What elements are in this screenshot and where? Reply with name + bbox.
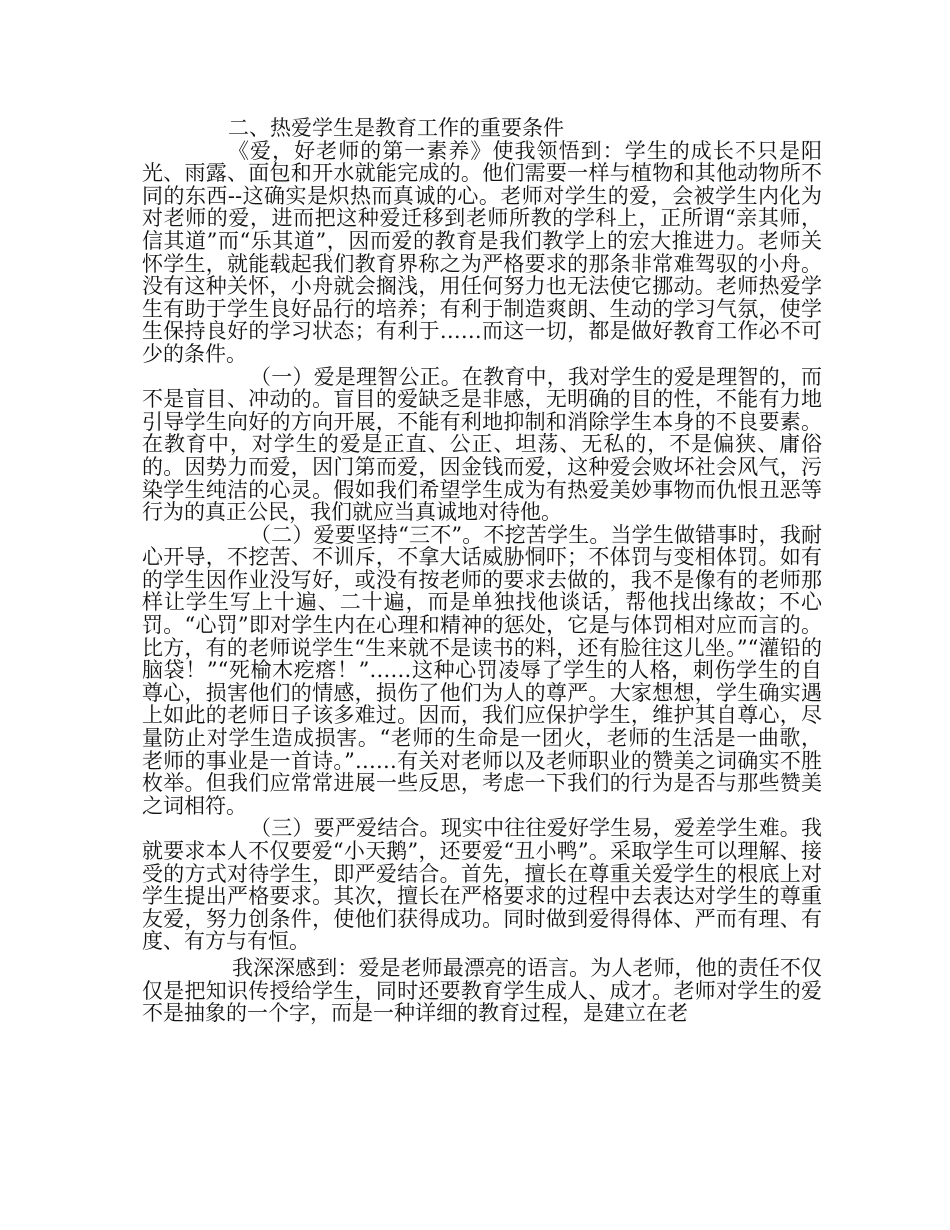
intro-paragraph: 《爱，好老师的第一素养》使我领悟到：学生的成长不只是阳光、雨露、面包和开水就能完成的。他们需要一样与植物和其他动物所不同的东西--这确实是炽热而真诚的心。老师对学生的爱，会被学生内化为对老师的爱，进而把这种爱迁移到老师所教的学科上，正所谓“亲其师，信其道”而“乐其道”，因而爱的教育是我们教学上的宏大推进力。老师关怀学生，就能载起我们教育界称之为严格要求的那条非常难驾驭的小舟。没有这种关怀，小舟就会搁浅，用任何努力也无法使它挪动。老师热爱学生有助于学生良好品行的培养；有利于制造爽朗、生动的学习气氛，使学生保持良好的学习状态；有利于……而这一切，都是做好教育工作必不可少的条件。 xyxy=(142,138,822,366)
paragraph-strict-love: （三）要严爱结合。现实中往往爱好学生易，爱差学生难。我就要求本人不仅要爱“小天鹅”，还要爱“丑小鸭”。采取学生可以理解、接受的方式对待学生，即严爱结合。首先，擅长在尊重关爱学生的根底上对学生提出严格要求。其次，擅长在严格要求的过程中去表达对学生的尊重友爱，努力创条件，使他们获得成功。同时做到爱得得体、严而有理、有度、有方与有恒。 xyxy=(142,816,822,954)
paragraph-three-nos: （二）爱要坚持“三不”。不挖苦学生。当学生做错事时，我耐心开导，不挖苦、不训斥，不拿大话威胁恫吓；不体罚与变相体罚。如有的学生因作业没写好，或没有按老师的要求去做的，我不是像有的老师那样让学生写上十遍、二十遍，而是单独找他谈话，帮他找出缘故；不心罚。“心罚”即对学生内在心理和精神的惩处，它是与体罚相对应而言的。比方，有的老师说学生“生来就不是读书的料，还有脸往这儿坐。”“灌铅的脑袋！”“死榆木疙瘩！”……这种心罚凌辱了学生的人格，刺伤学生的自尊心，损害他们的情感，损伤了他们为人的尊严。大家想想，学生确实遇上如此的老师日子该多难过。因而，我们应保护学生，维护其自尊心，尽量防止对学生造成损害。“老师的生命是一团火，老师的生活是一曲歌，老师的事业是一首诗。”……有关对老师以及老师职业的赞美之词确实不胜枚举。但我们应常常进展一些反思，考虑一下我们的行为是否与那些赞美之词相符。 xyxy=(142,522,822,818)
document-page xyxy=(142,117,822,1025)
paragraph-rational-fair: （一）爱是理智公正。在教育中，我对学生的爱是理智的，而不是盲目、冲动的。盲目的爱缺乏是非感，无明确的目的性，不能有力地引导学生向好的方向开展，不能有利地抑制和消除学生本身的不良要素。在教育中，对学生的爱是正直、公正、坦荡、无私的，不是偏狭、庸俗的。因势力而爱，因门第而爱，因金钱而爱，这种爱会败坏社会风气，污染学生纯洁的心灵。假如我们希望学生成为有热爱美妙事物而仇恨丑恶等行为的真正公民，我们就应当真诚地对待他。 xyxy=(142,364,822,525)
closing-paragraph: 我深深感到：爱是老师最漂亮的语言。为人老师，他的责任不仅仅是把知识传授给学生，同时还要教育学生成人、成才。老师对学生的爱不是抽象的一个字，而是一种详细的教育过程，是建立在老 xyxy=(142,955,822,1026)
section-heading: 二、热爱学生是教育工作的重要条件 xyxy=(228,116,564,140)
